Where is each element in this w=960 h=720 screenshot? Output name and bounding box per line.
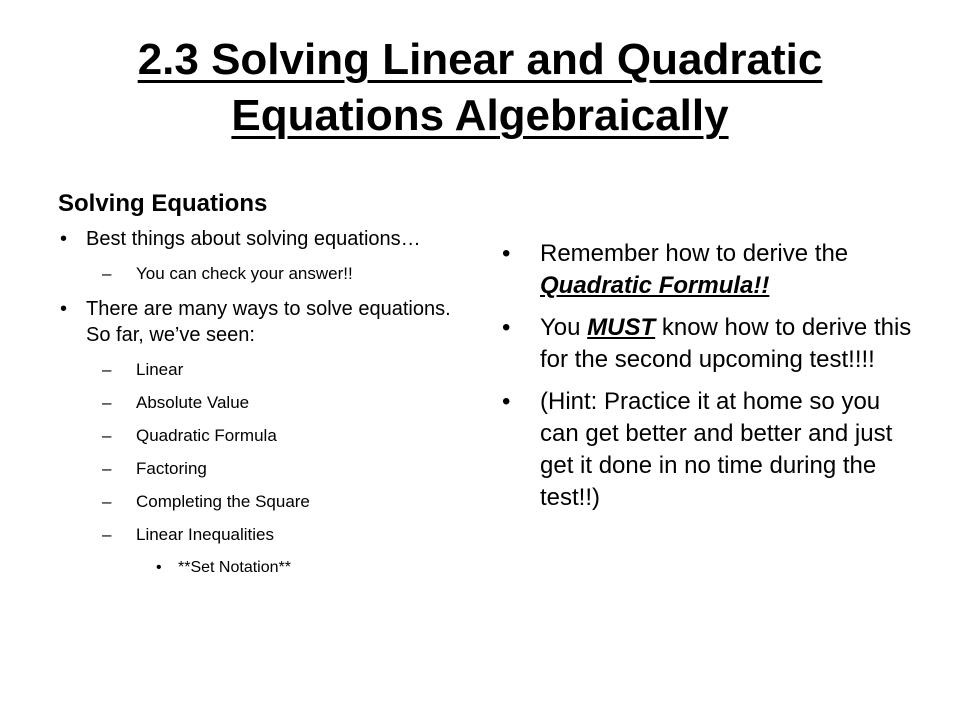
remember-text: Remember how to derive the <box>540 240 849 267</box>
right-column <box>500 238 920 524</box>
left-column <box>58 188 458 587</box>
sub-sub-bullet-set-notation: • **Set Notation** <box>58 557 458 579</box>
method-quadratic-formula: – Quadratic Formula <box>58 425 458 447</box>
method-linear-inequalities: – Linear Inequalities <box>58 524 458 546</box>
must-emphasis: MUST <box>587 314 656 341</box>
slide-title <box>60 32 900 144</box>
bullet-many-ways: • There are many ways to solve equations. So far, we’ve seen: <box>58 296 458 348</box>
method-linear: – Linear <box>58 359 458 381</box>
must-pre-text: You <box>540 314 588 341</box>
must-post-text: know how to derive this for the second upcoming test!!!! <box>540 314 912 373</box>
method-absolute-value: – Absolute Value <box>58 392 458 414</box>
bullet-hint: • (Hint: Practice it at home so you can get better and better and just get it done in no time during the test!!) <box>500 386 920 514</box>
left-heading: Solving Equations <box>58 190 268 217</box>
sub-bullet-check-answer: – You can check your answer!! <box>58 263 458 285</box>
method-completing-square: – Completing the Square <box>58 491 458 513</box>
bullet-remember-derive <box>500 238 920 302</box>
bullet-must-know <box>500 312 920 376</box>
title-line-2: Equations Algebraically <box>231 91 729 140</box>
title-line-1: 2.3 Solving Linear and Quadratic <box>137 35 823 84</box>
quadratic-formula-emphasis: Quadratic Formula!! <box>540 272 770 299</box>
method-factoring: – Factoring <box>58 458 458 480</box>
bullet-best-things: • Best things about solving equations… <box>58 226 458 252</box>
